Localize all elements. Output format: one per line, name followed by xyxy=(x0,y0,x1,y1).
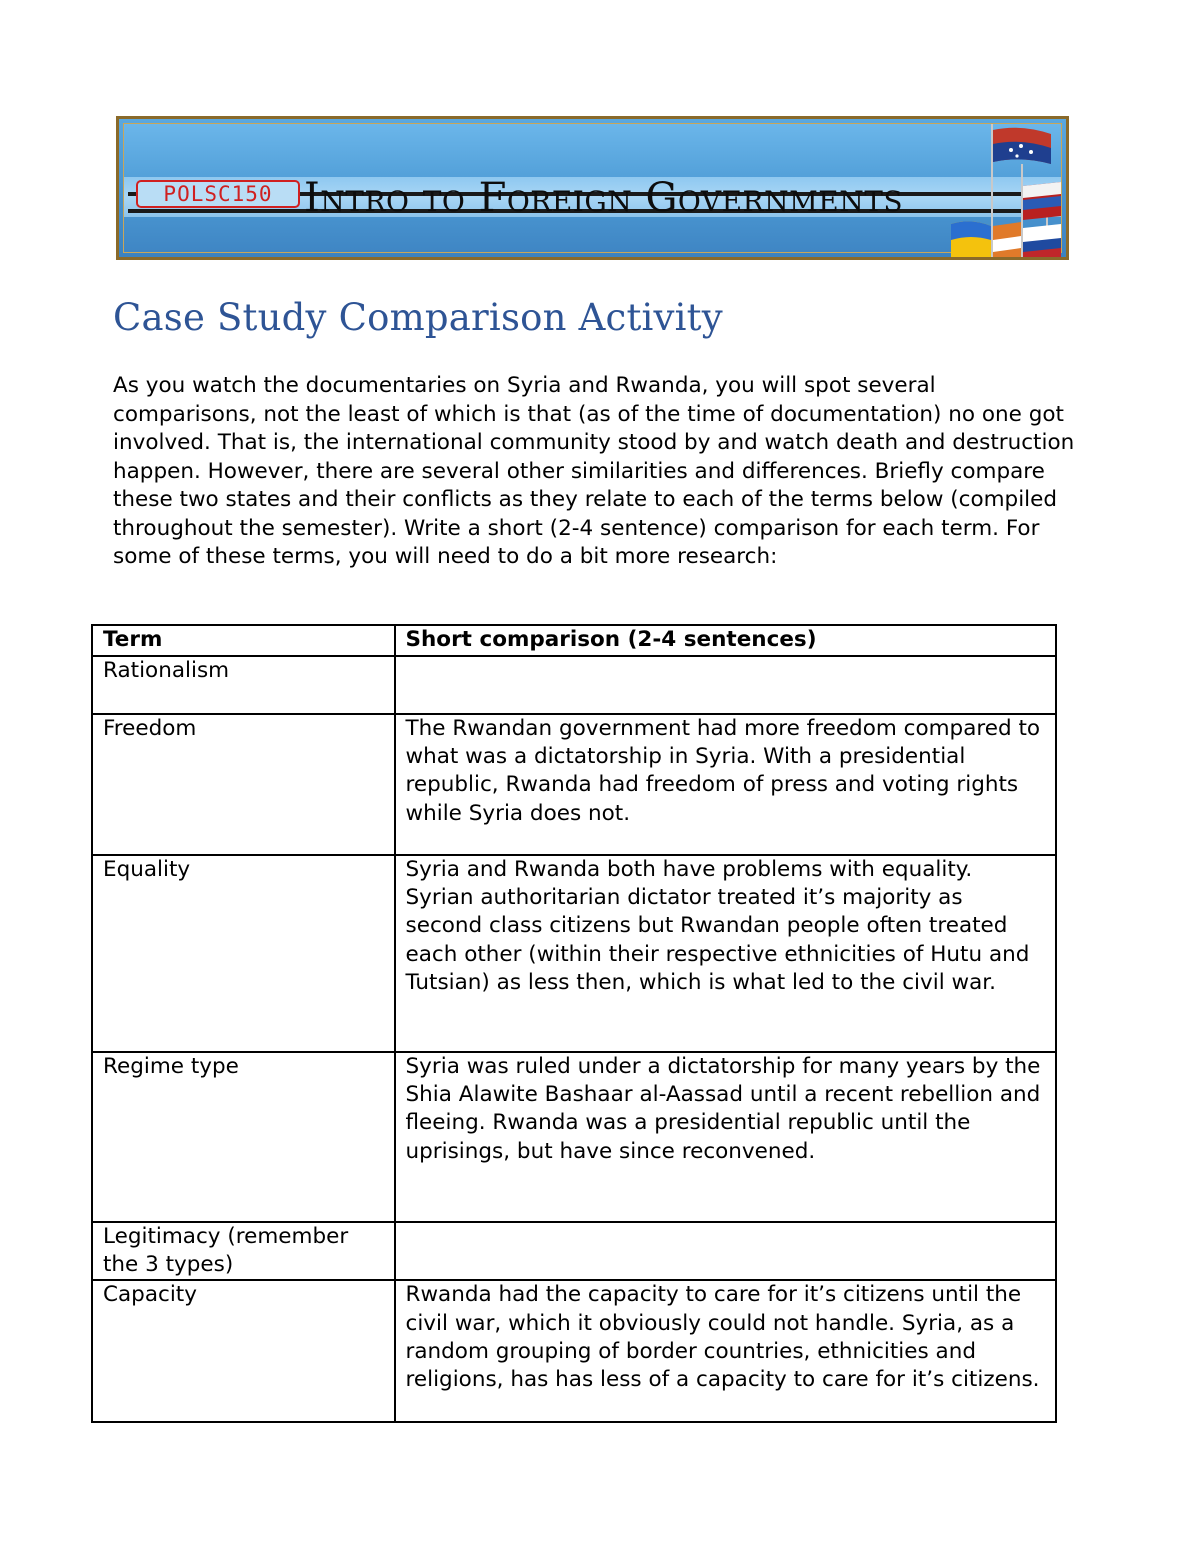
table-row xyxy=(92,1052,1056,1222)
term-cell: Freedom xyxy=(92,714,395,855)
instructions-paragraph: As you watch the documentaries on Syria and Rwanda, you will spot several comparisons, not the least of which is that (as of the time of documentation) no one got involved. That is, the international community stood by and watch death and destruction happen. However, there are several other similarities and differences. Briefly compare these two states and their conflicts as they relate to each of the terms below (compiled throughout the semester). Write a short (2-4 sentence) comparison for each term. For some of these terms, you will need to do a bit more research: xyxy=(113,373,1075,569)
comparison-cell xyxy=(395,1222,1056,1280)
header-term: Term xyxy=(92,625,395,656)
comparison-table xyxy=(91,624,1057,1423)
page-title: Case Study Comparison Activity xyxy=(113,296,723,339)
banner-background xyxy=(123,123,1062,253)
table-header-row xyxy=(92,625,1056,656)
comparison-cell: Syria and Rwanda both have problems with equality. Syrian authoritarian dictator treated it’s majority as second class citizens but Rwandan people often treated each other (within their respective ethnicities of Hutu and Tutsian) as less then, which is what led to the civil war. xyxy=(395,855,1056,1052)
comparison-cell: Rwanda had the capacity to care for it’s citizens until the civil war, which it obviously could not handle. Syria, as a random grouping of border countries, ethnicities and religions, has has less of a capacity to care for it’s citizens. xyxy=(395,1280,1056,1422)
flags-icon xyxy=(951,124,1061,260)
table-row xyxy=(92,1280,1056,1422)
term-cell: Regime type xyxy=(92,1052,395,1222)
term-cell: Legitimacy (remember the 3 types) xyxy=(92,1222,395,1280)
course-banner xyxy=(116,116,1069,260)
comparison-cell: The Rwandan government had more freedom compared to what was a dictatorship in Syria. With a presidential republic, Rwanda had freedom of press and voting rights while Syria does not. xyxy=(395,714,1056,855)
banner-title: Intro to Foreign Governments xyxy=(304,175,904,221)
term-cell: Rationalism xyxy=(92,656,395,714)
table-row xyxy=(92,714,1056,855)
comparison-cell: Syria was ruled under a dictatorship for many years by the Shia Alawite Bashaar al-Aassad until a recent rebellion and fleeing. Rwanda was a presidential republic until the uprisings, but have since reconvened. xyxy=(395,1052,1056,1222)
table-row xyxy=(92,1222,1056,1280)
table-row xyxy=(92,855,1056,1052)
header-comparison: Short comparison (2-4 sentences) xyxy=(395,625,1056,656)
comparison-cell xyxy=(395,656,1056,714)
term-cell: Equality xyxy=(92,855,395,1052)
table-row xyxy=(92,656,1056,714)
course-code-badge: POLSC150 xyxy=(136,180,300,208)
term-cell: Capacity xyxy=(92,1280,395,1422)
